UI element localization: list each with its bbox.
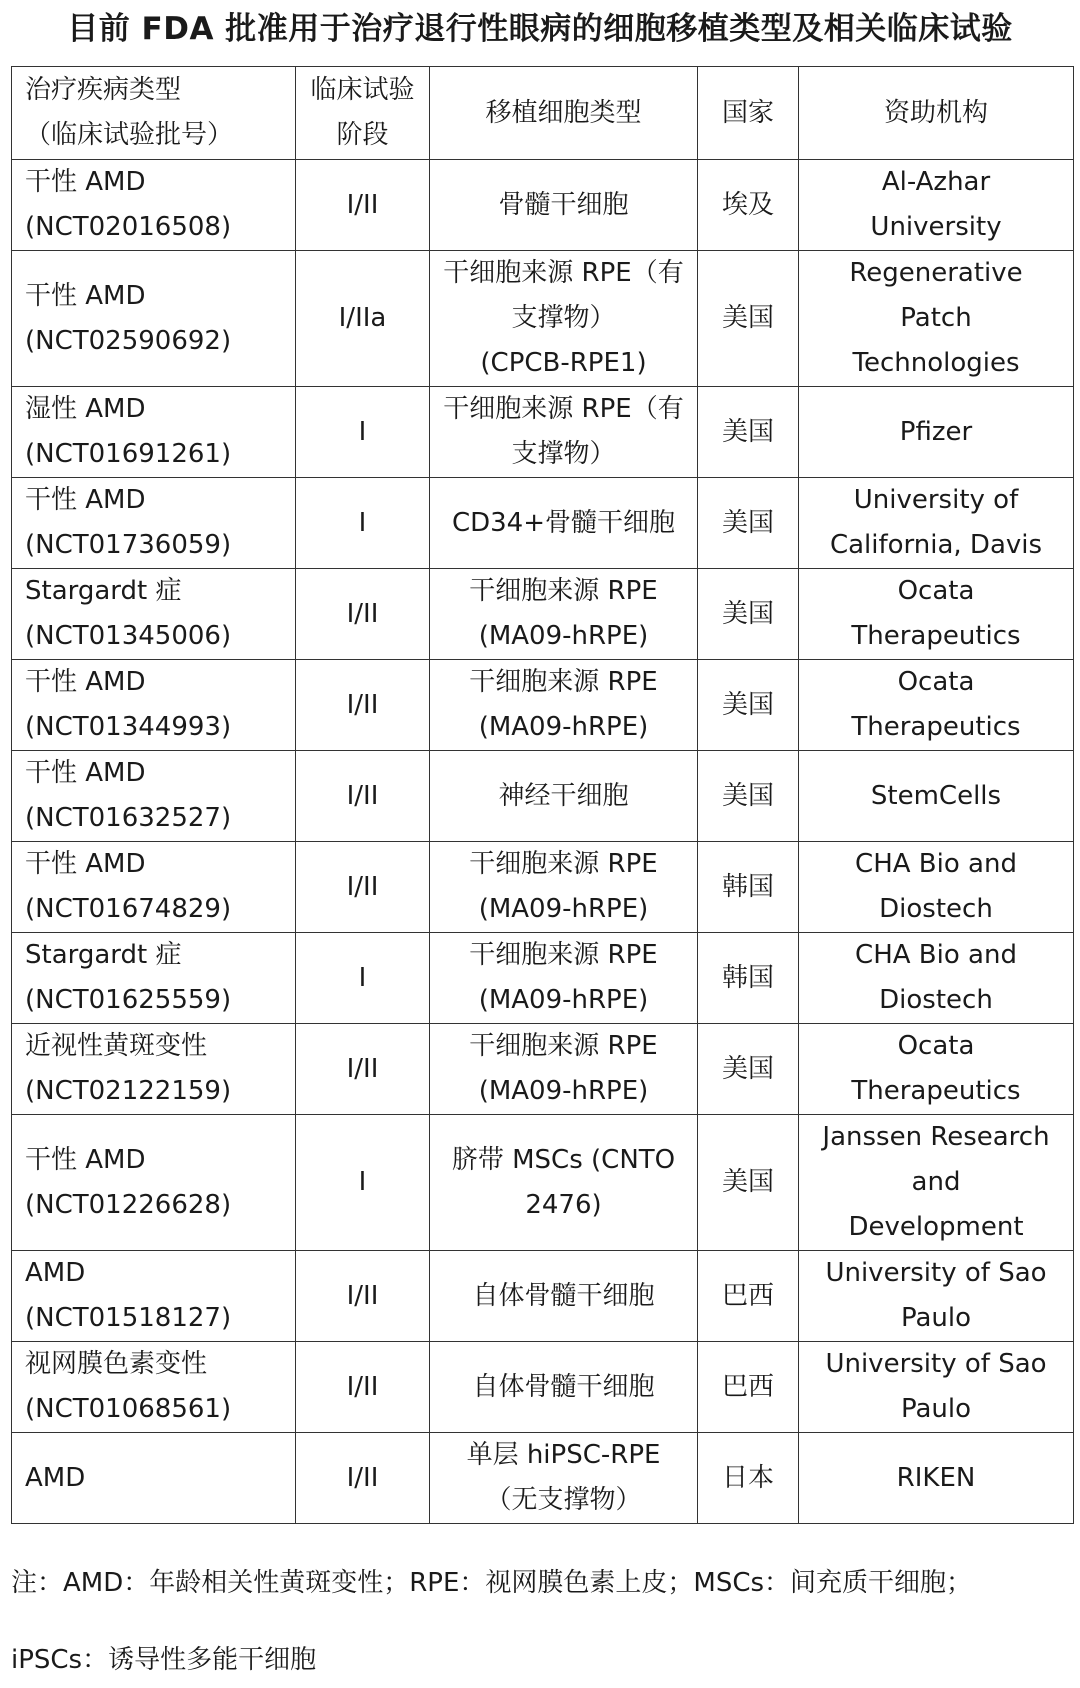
cell-disease bbox=[12, 842, 296, 933]
cell-phase: I/II bbox=[296, 751, 430, 842]
cell-sponsor-line: Ocata bbox=[897, 667, 975, 697]
cell-disease-line: 干性 AMD bbox=[25, 280, 146, 311]
cell-sponsor bbox=[799, 160, 1074, 251]
cell-phase: I/II bbox=[296, 1433, 430, 1524]
cell-disease-line: 干性 AMD bbox=[25, 485, 146, 515]
cell-sponsor-line: StemCells bbox=[870, 780, 1002, 811]
cell-cell-type-line: (CPCB-RPE1) bbox=[480, 348, 647, 378]
cell-sponsor-line: CHA Bio and bbox=[855, 849, 1017, 879]
cell-sponsor-line: Therapeutics bbox=[851, 1076, 1021, 1106]
cell-disease-line: 干性 AMD bbox=[25, 667, 146, 697]
cell-sponsor bbox=[799, 569, 1074, 660]
cell-cell-type bbox=[430, 478, 698, 569]
cell-disease-line: (NCT02590692) bbox=[25, 325, 232, 356]
cell-cell-type bbox=[430, 1024, 698, 1115]
cell-disease-line: 干性 AMD bbox=[25, 1144, 146, 1175]
cell-sponsor-line: CHA Bio and bbox=[855, 940, 1017, 970]
cell-phase: I/II bbox=[296, 1024, 430, 1115]
cell-country: 韩国 bbox=[698, 933, 799, 1024]
cell-cell-type bbox=[430, 569, 698, 660]
cell-phase: I/II bbox=[296, 160, 430, 251]
cell-cell-type-line: 干细胞来源 RPE bbox=[469, 849, 658, 879]
cell-cell-type-line: (MA09-hRPE) bbox=[478, 985, 649, 1015]
cell-disease bbox=[12, 387, 296, 478]
cell-disease bbox=[12, 751, 296, 842]
cell-cell-type-line: (MA09-hRPE) bbox=[478, 1076, 649, 1106]
cell-sponsor bbox=[799, 933, 1074, 1024]
header-phase: 临床试验 阶段 bbox=[296, 67, 430, 160]
cell-disease-line: Stargardt 症 bbox=[25, 940, 182, 970]
cell-disease-line: 湿性 AMD bbox=[25, 394, 146, 424]
cell-country: 巴西 bbox=[698, 1342, 799, 1433]
cell-sponsor bbox=[799, 1115, 1074, 1251]
cell-cell-type-line: 单层 hiPSC-RPE bbox=[466, 1440, 661, 1470]
table-row bbox=[12, 569, 1074, 660]
cell-sponsor bbox=[799, 751, 1074, 842]
cell-sponsor-line: Technologies bbox=[852, 348, 1020, 378]
cell-cell-type-line: (MA09-hRPE) bbox=[478, 894, 649, 924]
cell-sponsor-line: University bbox=[870, 212, 1002, 242]
table-row bbox=[12, 387, 1074, 478]
cell-phase: I bbox=[296, 478, 430, 569]
cell-cell-type-line: 干细胞来源 RPE bbox=[469, 576, 658, 606]
cell-sponsor-line: California, Davis bbox=[829, 530, 1043, 560]
cell-sponsor bbox=[799, 387, 1074, 478]
page-title: 目前 FDA 批准用于治疗退行性眼病的细胞移植类型及相关临床试验 bbox=[67, 11, 1013, 47]
header-disease: 治疗疾病类型 （临床试验批号） bbox=[12, 67, 296, 160]
cell-country: 埃及 bbox=[698, 160, 799, 251]
cell-sponsor bbox=[799, 1024, 1074, 1115]
cell-cell-type-line: （无支撑物） bbox=[485, 1485, 642, 1515]
cell-cell-type bbox=[430, 1115, 698, 1251]
header-sponsor: 资助机构 bbox=[799, 67, 1074, 160]
cell-country: 美国 bbox=[698, 660, 799, 751]
table-row bbox=[12, 478, 1074, 569]
cell-country: 美国 bbox=[698, 1024, 799, 1115]
cell-disease-line: (NCT01625559) bbox=[25, 985, 232, 1015]
cell-sponsor bbox=[799, 251, 1074, 387]
cell-cell-type bbox=[430, 160, 698, 251]
cell-disease bbox=[12, 569, 296, 660]
cell-sponsor-line: Therapeutics bbox=[851, 621, 1021, 651]
trials-table bbox=[11, 66, 1074, 1524]
cell-sponsor-line: Regenerative bbox=[849, 258, 1023, 288]
cell-disease-line: (NCT01068561) bbox=[25, 1394, 232, 1424]
cell-cell-type-line: 自体骨髓干细胞 bbox=[472, 1371, 655, 1402]
cell-disease-line: (NCT01518127) bbox=[25, 1303, 232, 1333]
cell-sponsor-line: University of bbox=[853, 485, 1019, 515]
cell-sponsor-line: Ocata bbox=[897, 1031, 975, 1061]
cell-disease-line: 干性 AMD bbox=[25, 758, 146, 788]
cell-cell-type-line: 2476) bbox=[525, 1189, 602, 1220]
cell-sponsor-line: Diostech bbox=[879, 894, 993, 924]
cell-disease-line: Stargardt 症 bbox=[25, 576, 182, 606]
cell-cell-type-line: 干细胞来源 RPE bbox=[469, 667, 658, 697]
cell-disease-line: (NCT01345006) bbox=[25, 621, 232, 651]
table-row bbox=[12, 1251, 1074, 1342]
cell-disease-line: (NCT01736059) bbox=[25, 530, 232, 560]
table-row bbox=[12, 160, 1074, 251]
cell-cell-type bbox=[430, 933, 698, 1024]
cell-country: 美国 bbox=[698, 251, 799, 387]
cell-disease-line: AMD bbox=[25, 1462, 86, 1493]
cell-cell-type-line: 支撑物） bbox=[511, 303, 616, 333]
cell-cell-type-line: CD34+骨髓干细胞 bbox=[451, 507, 676, 538]
cell-cell-type-line: 干细胞来源 RPE（有 bbox=[443, 394, 684, 424]
cell-disease bbox=[12, 478, 296, 569]
cell-sponsor-line: University of Sao bbox=[825, 1349, 1047, 1379]
footnote-ipscs: iPSCs：诱导性多能干细胞 bbox=[11, 1645, 317, 1675]
cell-disease-line: 干性 AMD bbox=[25, 849, 146, 879]
cell-country: 美国 bbox=[698, 569, 799, 660]
table-row bbox=[12, 1342, 1074, 1433]
cell-disease-line: AMD bbox=[25, 1258, 86, 1288]
cell-disease-line: (NCT01226628) bbox=[25, 1189, 232, 1220]
cell-cell-type bbox=[430, 387, 698, 478]
cell-disease bbox=[12, 1115, 296, 1251]
cell-disease-line: (NCT01344993) bbox=[25, 712, 232, 742]
cell-disease-line: 近视性黄斑变性 bbox=[25, 1031, 208, 1061]
header-cell-type: 移植细胞类型 bbox=[430, 67, 698, 160]
cell-disease-line: (NCT01632527) bbox=[25, 803, 232, 833]
cell-country: 美国 bbox=[698, 751, 799, 842]
cell-disease bbox=[12, 1251, 296, 1342]
cell-phase: I/II bbox=[296, 569, 430, 660]
cell-country: 韩国 bbox=[698, 842, 799, 933]
table-header-row bbox=[12, 67, 1074, 160]
cell-sponsor-line: Al-Azhar bbox=[881, 167, 991, 197]
cell-sponsor-line: Therapeutics bbox=[851, 712, 1021, 742]
cell-cell-type-line: 脐带 MSCs (CNTO bbox=[451, 1144, 676, 1175]
cell-disease-line: 视网膜色素变性 bbox=[25, 1349, 208, 1379]
cell-phase: I bbox=[296, 933, 430, 1024]
cell-disease-line: (NCT02016508) bbox=[25, 212, 232, 242]
cell-sponsor bbox=[799, 660, 1074, 751]
cell-sponsor bbox=[799, 1251, 1074, 1342]
cell-cell-type-line: 神经干细胞 bbox=[498, 780, 629, 811]
cell-sponsor-line: RIKEN bbox=[896, 1462, 976, 1493]
table-row bbox=[12, 933, 1074, 1024]
cell-cell-type-line: (MA09-hRPE) bbox=[478, 621, 649, 651]
cell-disease bbox=[12, 1342, 296, 1433]
table-row bbox=[12, 1115, 1074, 1251]
cell-disease bbox=[12, 933, 296, 1024]
header-country: 国家 bbox=[698, 67, 799, 160]
cell-cell-type-line: 干细胞来源 RPE bbox=[469, 1031, 658, 1061]
cell-cell-type-line: 骨髓干细胞 bbox=[498, 189, 629, 220]
cell-disease-line: 干性 AMD bbox=[25, 167, 146, 197]
cell-country: 日本 bbox=[698, 1433, 799, 1524]
cell-country: 美国 bbox=[698, 1115, 799, 1251]
cell-cell-type bbox=[430, 251, 698, 387]
cell-sponsor-line: Pfizer bbox=[899, 416, 973, 447]
cell-phase: I bbox=[296, 1115, 430, 1251]
cell-cell-type-line: (MA09-hRPE) bbox=[478, 712, 649, 742]
table-row bbox=[12, 1024, 1074, 1115]
cell-cell-type bbox=[430, 1342, 698, 1433]
cell-sponsor-line: University of Sao bbox=[825, 1258, 1047, 1288]
table-row bbox=[12, 1433, 1074, 1524]
cell-sponsor-line: Diostech bbox=[879, 985, 993, 1015]
cell-cell-type-line: 干细胞来源 RPE bbox=[469, 940, 658, 970]
cell-sponsor-line: Patch bbox=[900, 303, 972, 333]
cell-phase: I/II bbox=[296, 1342, 430, 1433]
cell-country: 美国 bbox=[698, 387, 799, 478]
cell-sponsor-line: Paulo bbox=[900, 1394, 972, 1424]
table-body bbox=[12, 160, 1074, 1524]
cell-cell-type-line: 干细胞来源 RPE（有 bbox=[443, 258, 684, 288]
cell-disease-line: (NCT01674829) bbox=[25, 894, 232, 924]
cell-cell-type bbox=[430, 842, 698, 933]
cell-cell-type bbox=[430, 751, 698, 842]
cell-sponsor bbox=[799, 478, 1074, 569]
table-row bbox=[12, 251, 1074, 387]
cell-sponsor bbox=[799, 1342, 1074, 1433]
table-row bbox=[12, 842, 1074, 933]
cell-phase: I bbox=[296, 387, 430, 478]
cell-disease bbox=[12, 1024, 296, 1115]
footnote-abbreviations: 注：AMD：年龄相关性黄斑变性；RPE：视网膜色素上皮；MSCs：间充质干细胞； bbox=[11, 1568, 973, 1598]
cell-sponsor-line: Janssen Research bbox=[822, 1122, 1050, 1152]
cell-sponsor-line: Development bbox=[848, 1212, 1024, 1242]
table-row bbox=[12, 751, 1074, 842]
cell-cell-type-line: 支撑物） bbox=[511, 439, 616, 469]
cell-country: 美国 bbox=[698, 478, 799, 569]
cell-phase: I/II bbox=[296, 660, 430, 751]
cell-cell-type bbox=[430, 1433, 698, 1524]
cell-phase: I/II bbox=[296, 1251, 430, 1342]
cell-sponsor-line: Ocata bbox=[897, 576, 975, 606]
cell-sponsor bbox=[799, 842, 1074, 933]
cell-disease-line: (NCT01691261) bbox=[25, 439, 232, 469]
cell-sponsor-line: Paulo bbox=[900, 1303, 972, 1333]
cell-phase: I/II bbox=[296, 842, 430, 933]
cell-cell-type bbox=[430, 1251, 698, 1342]
cell-country: 巴西 bbox=[698, 1251, 799, 1342]
cell-cell-type bbox=[430, 660, 698, 751]
cell-disease bbox=[12, 1433, 296, 1524]
cell-sponsor bbox=[799, 1433, 1074, 1524]
cell-disease bbox=[12, 160, 296, 251]
cell-sponsor-line: and bbox=[911, 1167, 961, 1197]
cell-disease bbox=[12, 660, 296, 751]
table-row bbox=[12, 660, 1074, 751]
cell-disease-line: (NCT02122159) bbox=[25, 1076, 232, 1106]
cell-disease bbox=[12, 251, 296, 387]
cell-cell-type-line: 自体骨髓干细胞 bbox=[472, 1280, 655, 1311]
cell-phase: I/IIa bbox=[296, 251, 430, 387]
